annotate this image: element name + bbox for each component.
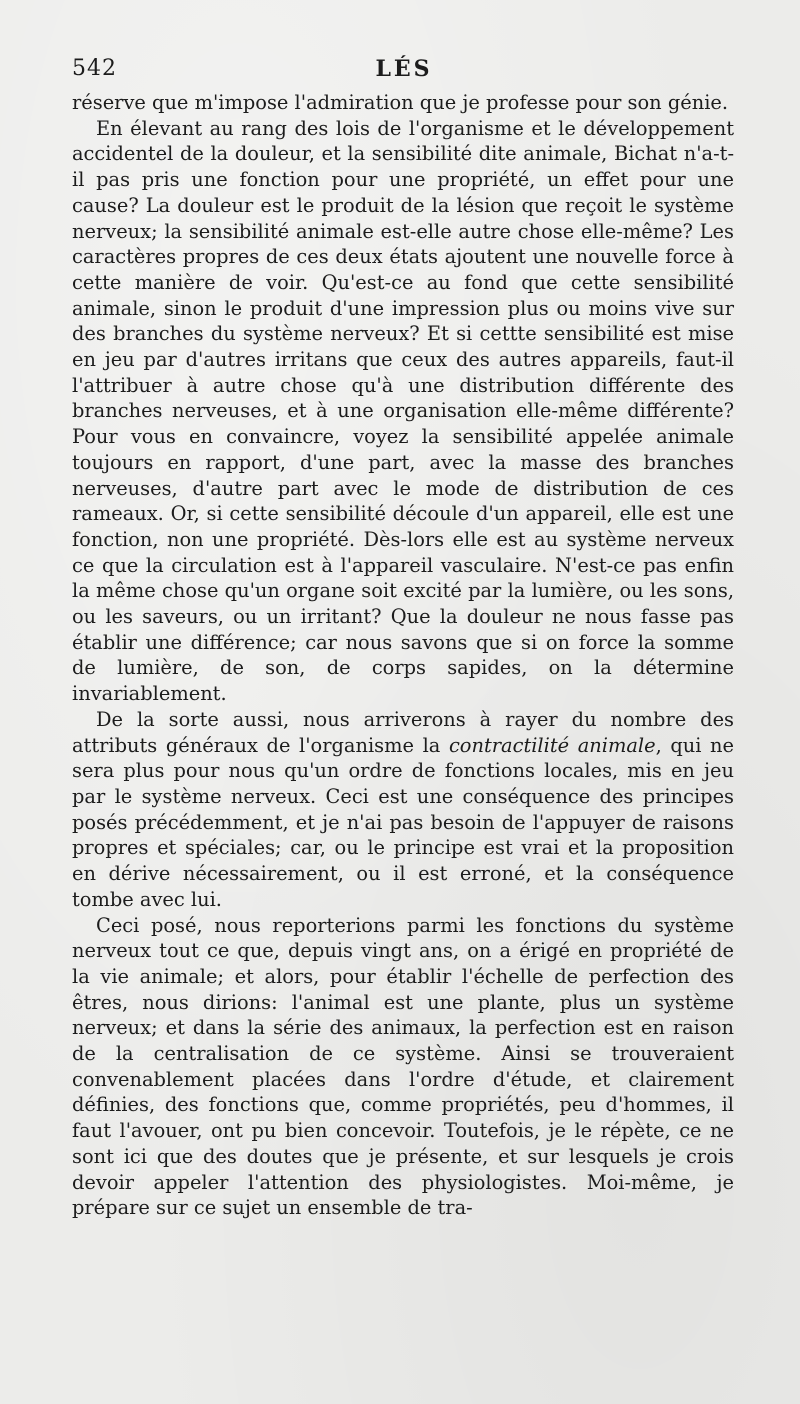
paragraph-2: En élevant au rang des lois de l'organisme et le développement accidentel de la douleur, et la sensibilité dite animale, Bichat n'a-t-il pas pris une fonction pour une propriété, un effet pour une cause? La douleur est le produit de la lésion que reçoit le système nerveux; la sensibilité animale est-elle autre chose elle-même? Les caractères propres de ces deux états ajoutent une nouvelle force à cette manière de voir. Qu'est-ce au fond que cette sensibilité animale, sinon le produit d'une impression plus ou moins vive sur des branches du système nerveux? Et si cettte sensibilité est mise en jeu par d'autres irritans que ceux des autres appareils, faut-il l'attribuer à autre chose qu'à une distribution différente des branches nerveuses, et à une organisation elle-même différente? Pour vous en convaincre, voyez la sensibilité appelée animale toujours en rapport, d'une part, avec la masse des branches nerveuses, d'autre part avec le mode de distribution de ces rameaux. Or, si cette sensibilité découle d'un appareil, elle est une fonction, non une propriété. Dès-lors elle est au système nerveux ce que la circulation est à l'appareil vasculaire. N'est-ce pas enfin la même chose qu'un organe soit excité par la lumière, ou les sons, ou les saveurs, ou un irritant? Que la douleur ne nous fasse pas établir une différence; car nous savons que si on force la somme de lumière, de son, de corps sapides, on la détermine invariablement. (72, 116, 734, 706)
body-text (72, 90, 734, 1221)
paragraph-1: réserve que m'impose l'admiration que je professe pour son génie. (72, 91, 729, 114)
italic-term: contractilité animale (448, 733, 656, 757)
paragraph-4: Ceci posé, nous reporterions parmi les fonctions du système nerveux tout ce que, depuis vingt ans, on a érigé en propriété de la vie animale; et alors, pour établir l'échelle de perfection des êtres, nous dirions: l'animal est une plante, plus un système nerveux; et dans la série des animaux, la perfection est en raison de la centralisation de ce système. Ainsi se trouveraient convenablement placées dans l'ordre d'étude, et clairement définies, des fonctions que, comme propriétés, peu d'hommes, il faut l'avouer, ont pu bien concevoir. Toutefois, je le répète, ce ne sont ici que des doutes que je présente, et sur lesquels je crois devoir appeler l'attention des physiologistes. Moi-même, je prépare sur ce sujet un ensemble de tra- (72, 913, 734, 1220)
paragraph-3-text-before: De la sorte aussi, nous arriverons à rayer du nombre des attributs généraux de l'organisme la (72, 707, 734, 757)
paragraph-3 (72, 707, 734, 913)
running-head: LÉS (375, 56, 433, 82)
paragraph-3-text-after: , qui ne sera plus pour nous qu'un ordre de fonctions locales, mis en jeu par le système nerveux. Ceci est une conséquence des principes posés précédemment, et je n'ai pas besoin de l'appuyer de raisons propres et spéciales; car, ou le principe est vrai et la proposition en dérive nécessairement, ou il est erroné, et la conséquence tombe avec lui. (72, 733, 734, 911)
page-number: 542 (72, 56, 117, 81)
page-header (72, 56, 736, 86)
